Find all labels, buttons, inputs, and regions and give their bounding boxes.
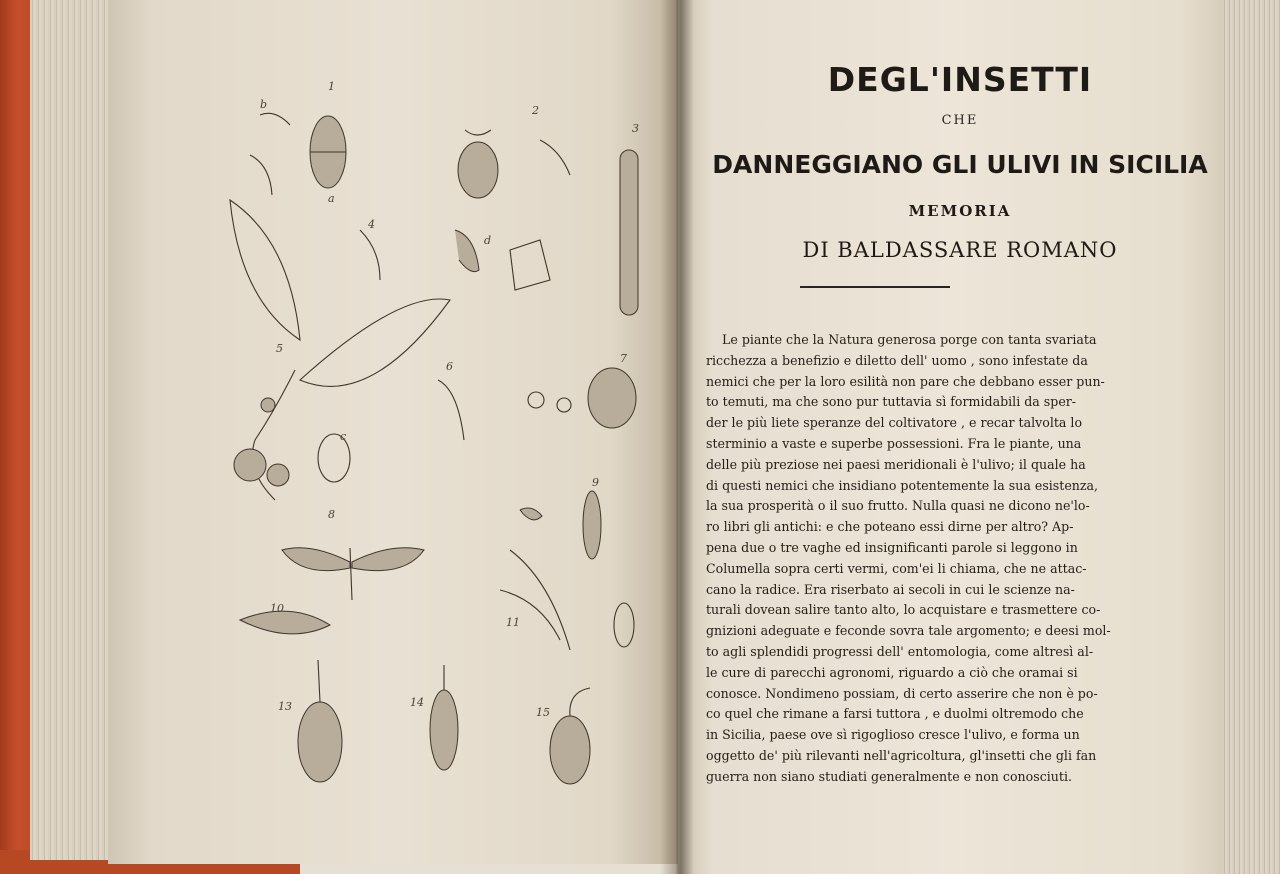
figure-number-13: 13 [278, 700, 292, 713]
body-line: nemici che per la loro esilità non pare che debbano esser pun- [706, 373, 1105, 389]
right-page-stack [1222, 0, 1280, 874]
figure-number-6: 6 [446, 360, 453, 373]
body-paragraph [706, 330, 1111, 788]
body-line: cano la radice. Era riserbato ai secoli in cui le scienze na- [706, 581, 1075, 597]
body-line: guerra non siano studiati generalmente e non conosciuti. [706, 768, 1072, 784]
figure-10-insect [240, 611, 330, 634]
figure-number-5: 5 [276, 342, 283, 355]
figure-2-beetle [458, 130, 570, 198]
figure-letter-b: b [260, 98, 268, 111]
author-line: DI BALDASSARE ROMANO [802, 238, 1118, 262]
figure-number-10: 10 [270, 602, 284, 615]
figure-13-weevil [298, 660, 342, 782]
figure-11-wasp [500, 550, 634, 650]
body-line: to temuti, ma che sono pur tuttavia sì formidabili da sper- [706, 394, 1077, 410]
figure-number-8: 8 [328, 508, 335, 521]
body-line: co quel che rimane a farsi tuttora , e duolmi oltremodo che [706, 706, 1084, 722]
figure-number-14: 14 [410, 696, 424, 709]
insect-plate-illustration [200, 70, 660, 810]
figure-number-3: 3 [632, 122, 639, 135]
body-line: der le più liete speranze del coltivatore , e recar talvolta lo [706, 415, 1083, 431]
figure-7-scale-insect [318, 368, 636, 482]
left-page-stack [30, 0, 111, 860]
body-line: gnizioni adeguate e feconde sovra tale argomento; e deesi mol- [706, 623, 1111, 639]
body-line: ricchezza a benefizio e diletto dell' uomo , sono infestate da [706, 352, 1088, 368]
figure-1-beetle [250, 113, 346, 195]
figure-9-pupa [520, 491, 601, 559]
body-line: Le piante che la Natura generosa porge con tanta svariata [722, 332, 1097, 347]
genre-label: MEMORIA [908, 202, 1012, 220]
page-title: DEGL'INSETTI [827, 60, 1093, 99]
figure-4-larva [360, 230, 550, 290]
body-line: sterminio a vaste e superbe possessioni. Fra le piante, una [706, 435, 1082, 451]
figure-5-olive-branch [230, 200, 450, 500]
book-gutter [660, 0, 694, 874]
figure-number-7: 7 [620, 352, 627, 365]
body-line: turali dovean salire tanto alto, lo acquistare e trasmettere co- [706, 602, 1101, 618]
body-line: ro libri gli antichi: e che poteano essi dirne per altro? Ap- [706, 519, 1074, 535]
page-subtitle: DANNEGGIANO GLI ULIVI IN SICILIA [712, 150, 1208, 179]
figure-letter-a: a [328, 192, 335, 205]
body-line: le cure di parecchi agronomi, riguardo a ciò che oramai si [706, 664, 1078, 680]
figure-6-larva [438, 380, 464, 440]
title-connector: CHE [941, 113, 979, 128]
body-line: to agli splendidi progressi dell' entomologia, come altresì al- [706, 643, 1094, 659]
figure-number-11: 11 [506, 616, 520, 629]
body-line: in Sicilia, paese ove sì rigoglioso cresce l'ulivo, e forma un [706, 727, 1080, 743]
body-line: delle più preziose nei paesi meridionali è l'ulivo; il quale ha [706, 456, 1086, 472]
figure-number-15: 15 [536, 706, 550, 719]
body-line: Columella sopra certi vermi, com'ei li chiama, che ne attac- [706, 560, 1087, 576]
title-rule [800, 286, 950, 288]
figure-number-4: 4 [368, 218, 375, 231]
figure-3-larva [620, 150, 638, 315]
figure-number-9: 9 [592, 476, 599, 489]
figure-letter-d: d [484, 234, 492, 247]
figure-15-weevil [550, 688, 590, 784]
figure-letter-c: c [340, 430, 347, 443]
body-line: di questi nemici che insidiano potentemente la sua esistenza, [706, 477, 1099, 493]
figure-number-1: 1 [328, 80, 335, 93]
body-line: oggetto de' più rilevanti nell'agricoltura, gl'insetti che gli fan [706, 747, 1097, 763]
figure-8-moth [282, 548, 424, 600]
body-line: pena due o tre vaghe ed insignificanti parole si leggono in [706, 539, 1078, 555]
figure-number-2: 2 [532, 104, 539, 117]
body-line: la sua prosperità o il suo frutto. Nulla quasi ne dicono ne'lo- [706, 498, 1090, 514]
body-line: conosce. Nondimeno possiam, di certo asserire che non è po- [706, 685, 1098, 701]
figure-14-weevil [430, 665, 458, 770]
